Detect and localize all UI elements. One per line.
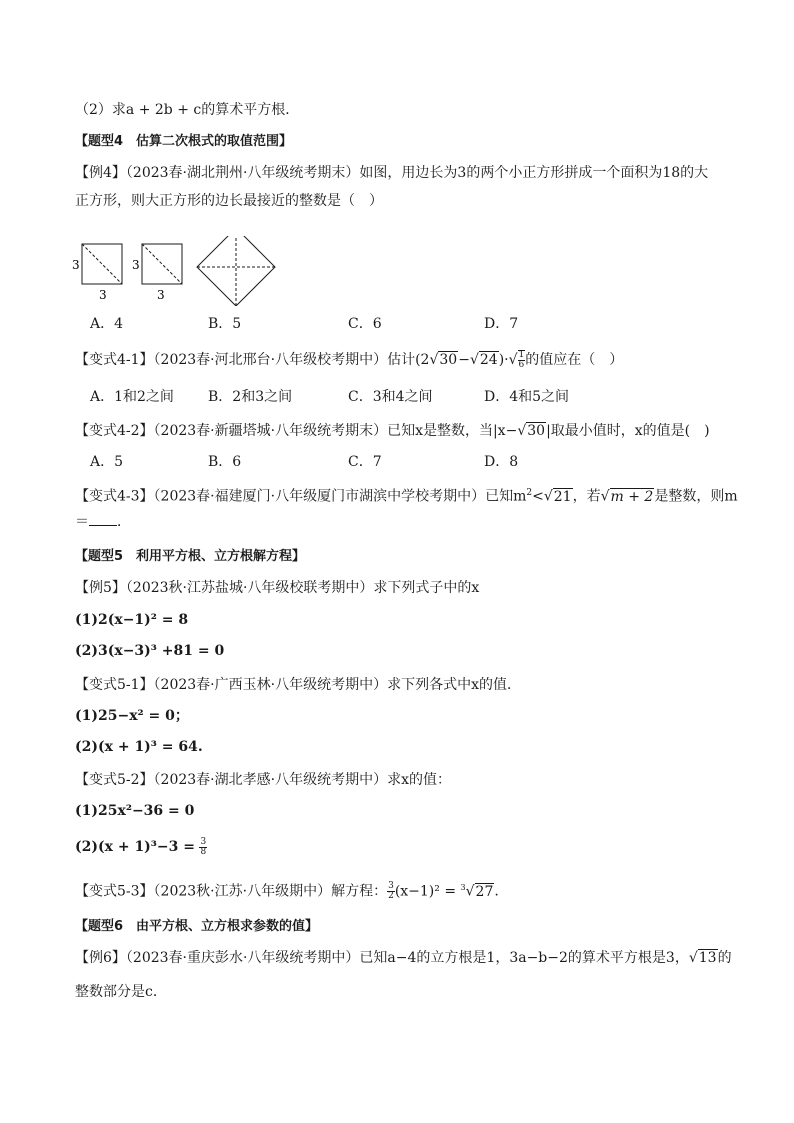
variant-4-3-text — [75, 483, 738, 507]
variant-4-2-tail: |取最小值时，x的值是( ) — [546, 423, 710, 439]
small-square-2-diagonal — [142, 244, 182, 284]
fraction-denominator: 8 — [200, 846, 207, 857]
radicand-13: 13 — [698, 950, 717, 966]
option-c[interactable]: C．6 — [348, 316, 382, 332]
fraction-3-2 — [387, 882, 395, 901]
variant-4-2-text — [75, 421, 710, 441]
variant-5-2-eq-1: (1)25x²−36 = 0 — [75, 803, 195, 819]
fig-label-left-2: 3 — [132, 258, 140, 272]
topic-6-header: 【题型6 由平方根、立方根求参数的值】 — [75, 919, 319, 934]
option-d[interactable]: D．8 — [484, 454, 519, 470]
small-square-1 — [82, 244, 122, 284]
option-c[interactable]: C．7 — [348, 454, 382, 470]
option-b[interactable]: B．2和3之间 — [208, 389, 293, 405]
sqrt-sign: √ — [543, 488, 553, 505]
topic-5-header: 【题型5 利用平方根、立方根解方程】 — [75, 549, 306, 564]
eq-lhs: (2)(x + 1)³−3 = — [75, 839, 196, 855]
period: . — [494, 883, 499, 900]
equals-sign: ＝ — [75, 514, 89, 530]
sqrt-sign: √ — [429, 352, 439, 368]
less-than: < — [532, 488, 544, 505]
sqrt-sign: √ — [469, 352, 479, 368]
radicand-21: 21 — [553, 488, 572, 505]
sqrt-sign: √ — [688, 950, 698, 966]
example-4-text: 【例4】（2023春·湖北荆州·八年级统考期末）如图，用边长为3的两个小正方形拼成一个面积为18的大 — [75, 165, 709, 181]
example-6-text — [75, 948, 732, 968]
radicand-30: 30 — [439, 352, 458, 368]
example-6-lead: 【例6】（2023春·重庆彭水·八年级统考期中）已知a−4的立方根是1，3a−b−2的算术平方根是3， — [75, 950, 689, 966]
example-5-eq-1: (1)2(x−1)² = 8 — [75, 612, 189, 628]
option-a[interactable]: A．4 — [90, 316, 124, 332]
sqrt-sign: √ — [508, 352, 518, 368]
fraction-3-8 — [199, 838, 207, 857]
variant-5-1-eq-1: (1)25−x² = 0； — [75, 708, 189, 724]
radicand-24: 24 — [479, 352, 498, 368]
sqrt-sign: √ — [517, 423, 527, 439]
fig-label-left-1: 3 — [72, 258, 80, 272]
variant-4-2-lead: 【变式4-2】（2023春·新疆塔城·八年级统考期末）已知x是整数，当|x− — [75, 423, 518, 439]
equation-body: (x−1)² = — [394, 883, 461, 900]
radicand-m-plus-2: m + 2 — [610, 488, 654, 505]
option-b[interactable]: B．6 — [208, 454, 242, 470]
fig-label-bottom-2: 3 — [157, 288, 165, 302]
cube-root-index: 3 — [460, 883, 466, 892]
variant-4-1-lead: 【变式4-1】（2023春·河北邢台·八年级校考期中）估计 — [75, 352, 416, 368]
option-d[interactable]: D．4和5之间 — [484, 389, 570, 405]
variant-4-3-mid: ，若 — [572, 488, 601, 505]
variant-4-1-text — [75, 350, 623, 370]
option-a[interactable]: A．5 — [90, 454, 124, 470]
period: ． — [117, 514, 131, 530]
sqrt-sign: √ — [600, 488, 610, 505]
option-b[interactable]: B．5 — [208, 316, 242, 332]
answer-blank[interactable] — [89, 525, 117, 526]
expr-open: (2 — [415, 352, 430, 368]
line-2-question: （2）求a + 2b + c的算术平方根． — [75, 102, 300, 118]
example-6-text-cont: 整数部分是c． — [75, 984, 167, 1000]
example-4-text-cont: 正方形，则大正方形的边长最接近的整数是（ ） — [75, 193, 383, 209]
expr-close: )· — [498, 352, 509, 368]
minus-sign: − — [458, 352, 470, 368]
topic-4-header: 【题型4 估算二次根式的取值范围】 — [75, 134, 293, 149]
example-5-text: 【例5】（2023秋·江苏盐城·八年级校联考期中）求下列式子中的x — [75, 580, 480, 596]
variant-5-3-text — [75, 878, 499, 902]
small-square-1-diagonal — [82, 244, 122, 284]
variant-5-2-eq-2 — [75, 837, 207, 857]
fig-label-bottom-1: 3 — [99, 288, 107, 302]
variant-4-1-tail: 的值应在（ ） — [525, 352, 624, 368]
example-6-tail: 的 — [717, 950, 732, 966]
variant-4-3-lead: 【变式4-3】（2023春·福建厦门·八年级厦门市湖滨中学校考期中）已知m — [75, 488, 527, 505]
variant-5-1-text: 【变式5-1】（2023春·广西玉林·八年级统考期中）求下列各式中x的值． — [75, 677, 521, 693]
fraction-numerator: 3 — [200, 836, 207, 847]
example-4-figure — [70, 236, 290, 306]
option-d[interactable]: D．7 — [484, 316, 519, 332]
exponent: 2 — [526, 488, 533, 498]
small-square-2 — [142, 244, 182, 284]
option-c[interactable]: C．3和4之间 — [348, 389, 433, 405]
variant-5-2-text: 【变式5-2】（2023春·湖北孝感·八年级统考期中）求x的值： — [75, 772, 451, 788]
variant-5-3-lead: 【变式5-3】（2023秋·江苏·八年级期中）解方程： — [75, 883, 388, 900]
variant-5-1-eq-2: (2)(x + 1)³ = 64. — [75, 739, 203, 755]
variant-4-3-text-cont — [75, 512, 131, 532]
fraction-numerator: 3 — [388, 881, 394, 892]
fraction-denominator: 2 — [388, 891, 394, 902]
radicand-27: 27 — [475, 883, 494, 900]
fraction-numerator: 1 — [518, 350, 525, 360]
radicand-30: 30 — [527, 423, 546, 439]
fraction-denominator: 6 — [518, 360, 525, 370]
example-5-eq-2: (2)3(x−3)³ +81 = 0 — [75, 643, 225, 659]
sqrt-sign: √ — [465, 883, 475, 900]
variant-4-3-tail: 是整数，则m — [654, 488, 738, 505]
option-a[interactable]: A．1和2之间 — [90, 389, 174, 405]
